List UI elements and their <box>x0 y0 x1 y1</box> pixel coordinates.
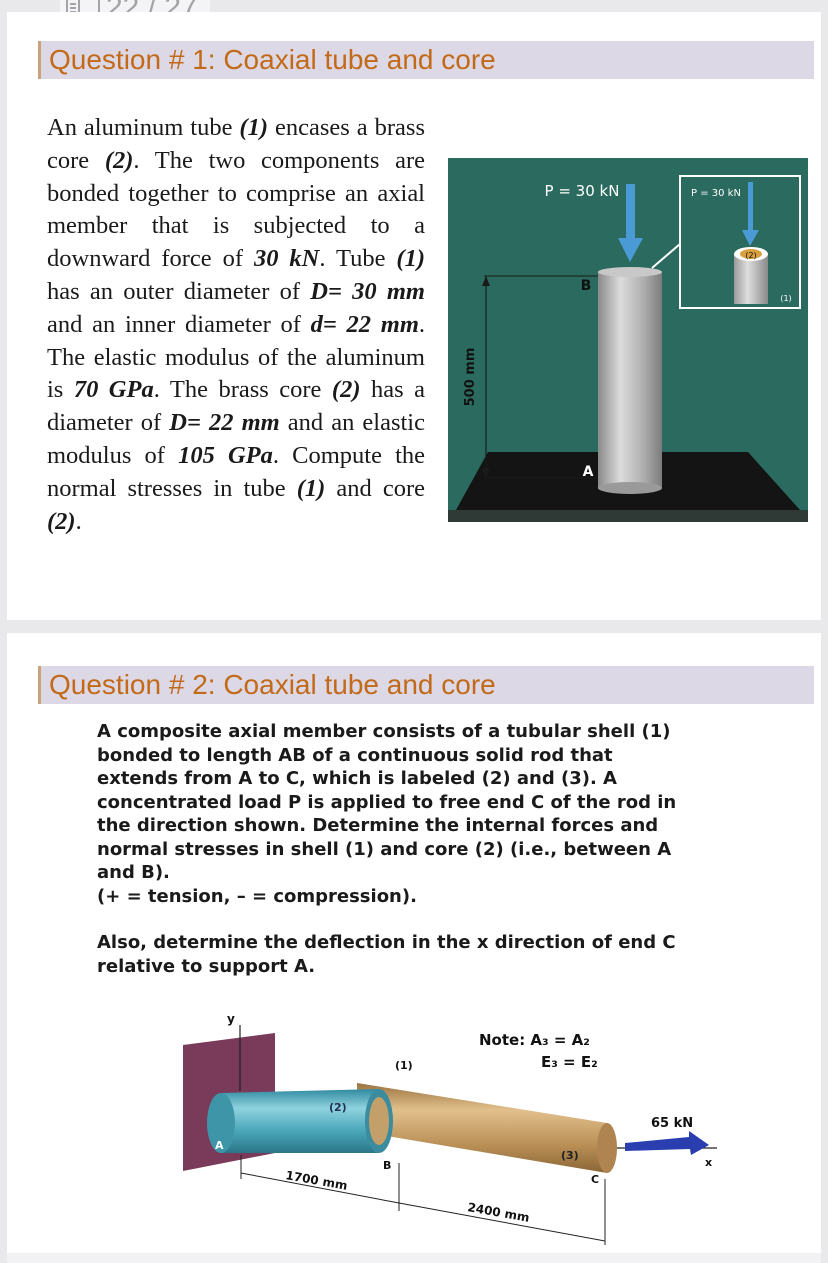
inset-tube-label: (1) <box>780 294 792 303</box>
load-arrow <box>625 1131 709 1155</box>
emphasis-text: 70 GPa <box>73 376 154 404</box>
emphasis-text: (1) <box>239 114 268 141</box>
coaxial-column-figure <box>448 158 808 522</box>
emphasis-text: d= 22 mm <box>310 310 419 338</box>
note-line-1: Note: A₃ = A₂ <box>479 1031 590 1049</box>
emphasis-text: D= 30 mm <box>310 277 425 305</box>
body-text: and core <box>325 474 425 502</box>
x-axis-label: x <box>705 1156 713 1169</box>
emphasis-text: 105 GPa <box>178 441 273 469</box>
rod-label: (3) <box>561 1149 579 1162</box>
emphasis-text: (2) <box>331 376 361 404</box>
note-line-2: E₃ = E₂ <box>541 1053 598 1071</box>
question-1-text <box>47 112 425 538</box>
emphasis-text: (2) <box>47 507 76 535</box>
emphasis-text: (1) <box>296 474 326 502</box>
sign-convention: (+ = tension, – = compression). <box>97 885 417 907</box>
composite-rod-figure <box>157 1003 737 1253</box>
body-text: encases a brass core <box>47 114 425 174</box>
body-text: and an elastic modulus of <box>47 409 425 469</box>
load-label: P = 30 kN <box>544 182 620 200</box>
emphasis-text: (2) <box>104 146 134 174</box>
body-text: . Compute the normal stresses in tube <box>47 441 425 502</box>
slide-question-2 <box>7 633 821 1253</box>
emphasis-text: (1) <box>396 245 425 273</box>
point-a-label: A <box>582 464 594 480</box>
emphasis-text: 30 kN <box>253 245 320 273</box>
length-ab-label: 1700 mm <box>284 1168 349 1193</box>
inset-core-label: (2) <box>745 251 757 260</box>
length-bc-label: 2400 mm <box>466 1200 531 1225</box>
shell-label: (1) <box>395 1059 413 1072</box>
slide-title: Question # 1: Coaxial tube and core <box>38 41 814 79</box>
height-label: 500 mm <box>463 347 478 407</box>
point-b-label: B <box>383 1159 392 1172</box>
point-a-label: A <box>215 1139 224 1152</box>
body-text: . Tube <box>319 245 397 273</box>
tubular-shell <box>221 1089 379 1153</box>
body-text: has an outer diameter of <box>47 277 311 305</box>
deflection-question: Also, determine the deflection in the x direction of end C relative to support A. <box>97 932 676 977</box>
point-b-label: B <box>580 278 592 294</box>
load-label: 65 kN <box>651 1116 694 1131</box>
body-text: and an inner diameter of <box>47 310 311 338</box>
body-text: . The brass core <box>153 376 332 404</box>
slide-question-1 <box>7 12 821 620</box>
body-text: . The elastic modulus of the aluminum is <box>47 310 425 404</box>
inset-load-label: P = 30 kN <box>691 188 741 199</box>
slide-title: Question # 2: Coaxial tube and core <box>38 666 814 704</box>
body-text: . The two components are bonded together to comprise an axial member that is subjected to a downward force of <box>47 146 425 273</box>
body-text: An aluminum tube <box>47 114 240 141</box>
y-axis-label: y <box>227 1012 235 1026</box>
body-text: . <box>75 507 82 535</box>
question-2-text <box>97 720 697 978</box>
body-text: has a diameter of <box>47 376 425 437</box>
core-label: (2) <box>329 1101 347 1114</box>
next-slide-edge <box>7 1253 821 1263</box>
problem-statement: A composite axial member consists of a tubular shell (1) bonded to length AB of a continuous solid rod that extends from A to C, which is labeled (2) and (3). A concentrated load P is applied to free end C of the rod in the direction shown. Determine the internal forces and normal stresses in shell (1) and core (2) (i.e., between A and B). <box>97 721 677 883</box>
composite-column <box>598 272 662 488</box>
emphasis-text: D= 22 mm <box>169 409 280 437</box>
point-c-label: C <box>591 1173 600 1186</box>
